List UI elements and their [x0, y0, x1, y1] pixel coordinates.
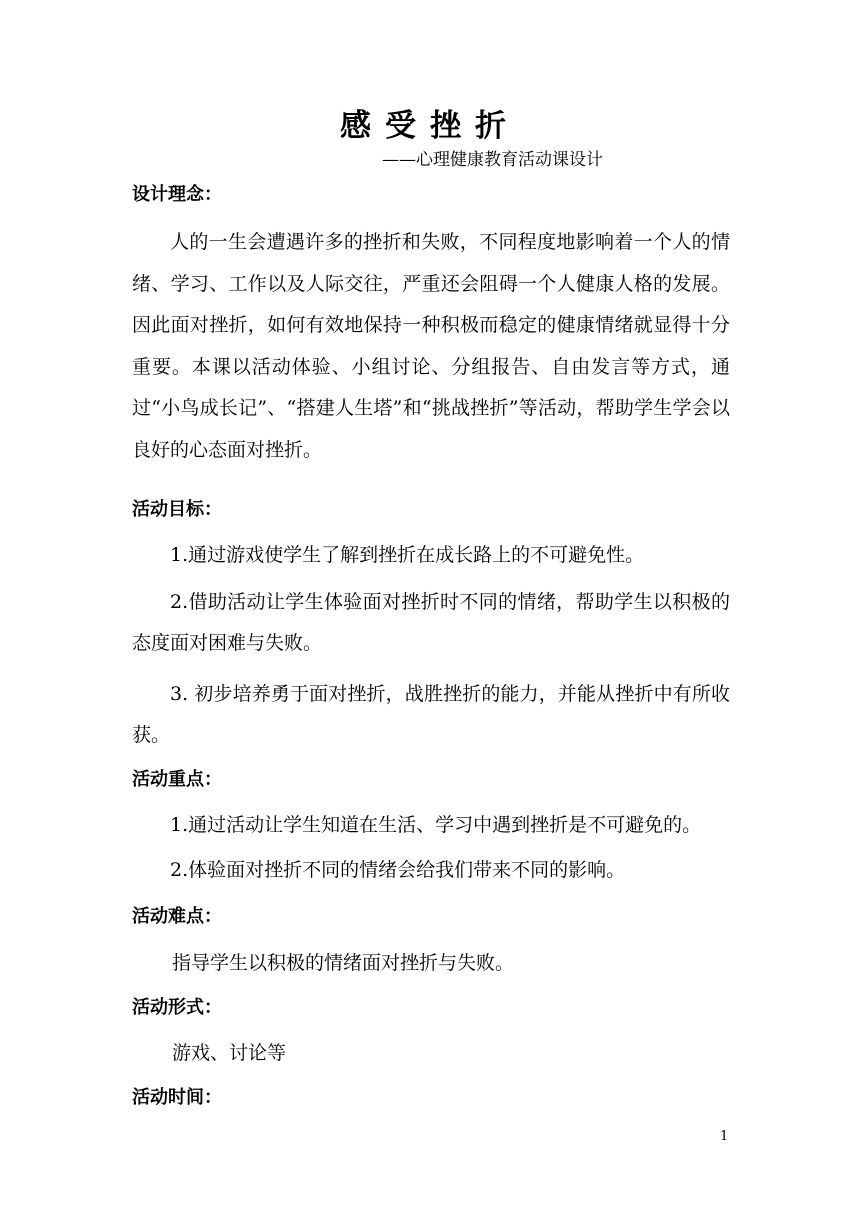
section-heading-concept: 设计理念：	[132, 184, 222, 205]
document-subtitle: ——心理健康教育活动课设计	[382, 150, 603, 170]
format-text: 游戏、讨论等	[172, 1042, 287, 1064]
key-point-item-2: 2.体验面对挫折不同的情绪会给我们带来不同的影响。	[170, 859, 626, 881]
key-point-item-1: 1.通过活动让学生知道在生活、学习中遇到挫折是不可避免的。	[170, 814, 702, 836]
difficulty-text: 指导学生以积极的情绪面对挫折与失败。	[172, 952, 515, 974]
section-heading-format: 活动形式：	[132, 997, 222, 1018]
section-heading-difficulty: 活动难点：	[132, 906, 222, 927]
document-title: 感受挫折	[340, 108, 520, 144]
section-heading-time: 活动时间：	[132, 1087, 222, 1108]
section-heading-key-points: 活动重点：	[132, 769, 222, 790]
page-number: 1	[720, 1129, 729, 1144]
goal-item-2: 2.借助活动让学生体验面对挫折时不同的情绪，帮助学生以积极的态度面对困难与失败。	[132, 591, 730, 654]
concept-paragraph: 人的一生会遭遇许多的挫折和失败，不同程度地影响着一个人的情绪、学习、工作以及人际交往，严重还会阻碍一个人健康人格的发展。因此面对挫折，如何有效地保持一种积极而稳定的健康情绪就显得十分重要。本课以活动体验、小组讨论、分组报告、自由发言等方式，通过“小鸟成长记”、“搭建人生塔”和“挑战挫折”等活动，帮助学生学会以良好的心态面对挫折。	[132, 231, 730, 461]
goal-item-1: 1.通过游戏使学生了解到挫折在成长路上的不可避免性。	[170, 544, 645, 566]
section-heading-goals: 活动目标：	[132, 499, 222, 520]
goal-item-3: 3. 初步培养勇于面对挫折，战胜挫折的能力，并能从挫折中有所收获。	[132, 683, 730, 746]
